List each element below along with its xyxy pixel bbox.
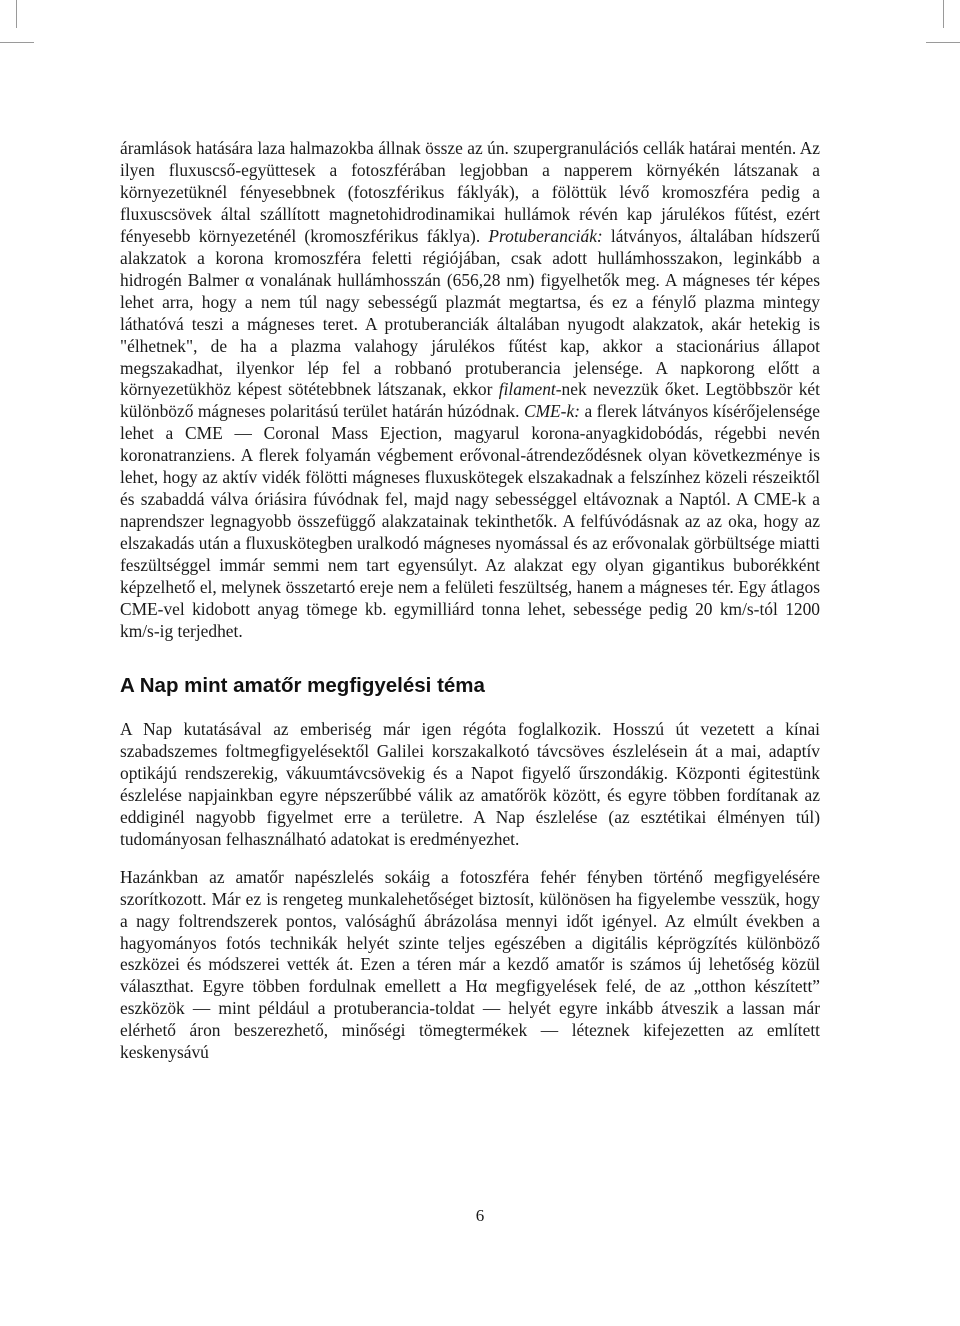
paragraph-solar-features (120, 138, 820, 643)
crop-mark-top-right-horizontal (926, 42, 960, 43)
page-number: 6 (475, 1206, 485, 1225)
term-prominences: Protuberanciák: (488, 225, 603, 246)
paragraph-text: áramlások hatására laza halmazokba állnak össze az ún. szupergranulációs cellák határai mentén. Az ilyen fluxuscső-együttesek a fotoszférában legjobban a napperem környékén látszanak a környezetüknél fényesebbnek (fotoszférikus fáklyák), a fölöttük lévő kromoszféra pedig a fluxuscsövek által szállított magnetohidrodinamikai hullámok révén kap járulékos fűtést, ezért fényesebb környezeténél (kromoszférikus fáklya). (120, 138, 820, 246)
section-heading: A Nap mint amatőr megfigyelési téma (120, 673, 485, 697)
crop-mark-top-right-vertical (943, 0, 944, 28)
paragraph-text: látványos, általában hídszerű alakzatok a korona kromoszféra feletti régiójában, csak adott hullámhosszakon, leginkább a hidrogén Balmer α vonalának hullámhosszán (656,28 nm) figyelhetők meg. A mágneses tér képes lehet arra, hogy a nem túl nagy sebességű plazmát megtartsa, és ez a fénylő plazma mintegy láthatóvá teszi a mágneses teret. A protuberanciák általában nyugodt alakzatok, akár hetekig is "élhetnek", de ha a plazma valahogy járulékos fűtést kap, akkor a stacionárius állapot megszakadhat, ilyenkor lép fel a robbanó protuberancia jelensége. A napkorong előtt a környezetükhöz képest sötétebbnek látszanak, ekkor (120, 225, 820, 400)
crop-mark-top-left-horizontal (0, 42, 34, 43)
paragraph-text: a flerek látványos kísérőjelensége lehet a CME — Coronal Mass Ejection, magyarul korona-anyagkidobódás, régebbi nevén koronatranziens. A flerek folyamán végbement erővonal-átrendeződésnek olyan következménye is lehet, hogy az aktív vidék fölötti mágneses fluxuskötegek elszakadnak a felszínhez közeli részeiktől és szabaddá válva óriásira fúvódnak fel, majd nagy sebességgel eltávoznak a Naptól. A CME-k a naprendszer legnagyobb összefüggő alakzatainak tekinthetők. A felfúvódásnak az az oka, hogy az elszakadás után a fluxuskötegben uralkodó mágneses nyomással és az erővonalak görbültsége miatti feszültséggel immár semmi nem tart egyensúlyt. Az alakzat egy olyan gigantikus buborékként képzelhető el, melynek összetartó ereje nem a felületi feszültség, hanem a mágneses tér. Egy átlagos CME-vel kidobott anyag tömege kb. egymilliárd tonna lehet, sebessége pedig 20 km/s-tól 1200 km/s-ig terjedhet. (120, 401, 820, 641)
paragraph-text: -nek nevezzük őket. Legtöbbször két különböző mágneses polaritású terület határán húzódnak. (120, 379, 820, 422)
paragraph-amateur-observation: Hazánkban az amatőr napészlelés sokáig a fotoszféra fehér fényben történő megfigyelésére szorítkozott. Már ez is rengeteg munkalehetőséget biztosít, különösen ha figyelembe vesszük, hogy a nagy foltrendszerek pontos, valósághű ábrázolása mennyi időt igényel. Az elmúlt években a hagyományos fotós technikák helyét szinte teljes egészében a digitális képrögzítés különböző eszközei és módszerei vették át. Ezen a téren már a kezdő amatőr is számos új lehetőség közül választhat. Egyre többen fordulnak emellett a Hα megfigyelések felé, de az „otthon készített” eszközök — mint például a protuberancia-toldat — helyét egyre inkább átveszik a lassan már elérhető áron beszerezhető, minőségi tömegtermékek — léteznek kifejezetten az említett keskenysávú (120, 866, 820, 1063)
term-cme: CME-k: (523, 401, 580, 422)
page-body (120, 138, 820, 1064)
term-filament: filament (498, 379, 556, 400)
crop-mark-top-left-vertical (16, 0, 17, 28)
paragraph-history: A Nap kutatásával az emberiség már igen régóta foglalkozik. Hosszú út vezetett a kínai szabadszemes foltmegfigyelésektől Galilei korszakalkotó távcsöves észlelésein át a mai, adaptív optikájú rendszerekig, vákuumtávcsövekig és a Napot figyelő űrszondákig. Központi égitestünk észlelése napjainkban egyre népszerűbbé válik az amatőrök között, és egyre többen fordítanak az eddiginél nagyobb figyelmet erre a területre. A Nap észlelése (az esztétikai élményen túl) tudományosan felhasználható adatokat is eredményezhet. (120, 718, 820, 849)
